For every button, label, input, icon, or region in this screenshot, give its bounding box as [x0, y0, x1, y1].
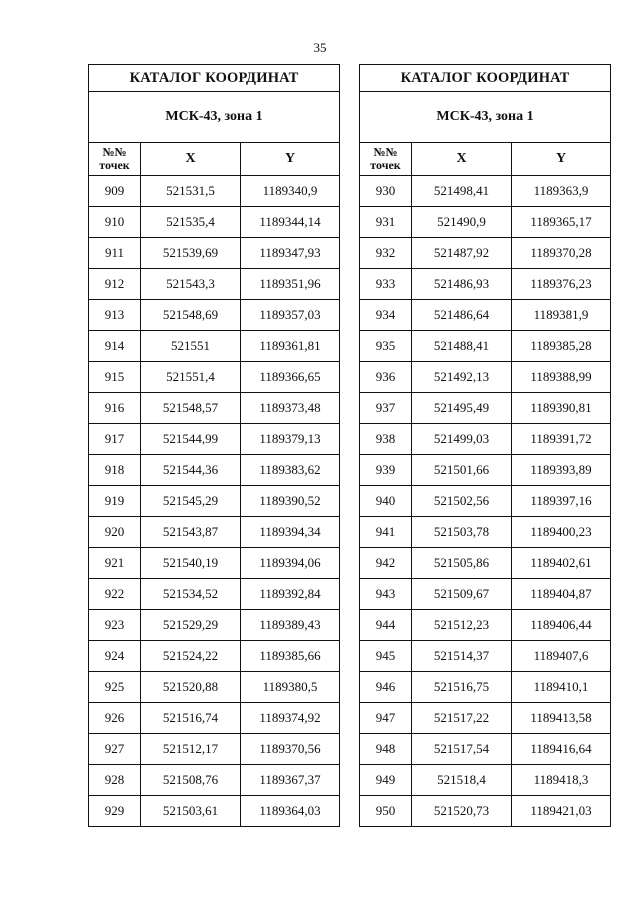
- cell-x: 521512,17: [141, 734, 241, 765]
- table-row: [360, 734, 611, 765]
- cell-x: 521524,22: [141, 641, 241, 672]
- cell-x: 521543,87: [141, 517, 241, 548]
- table-row: [89, 455, 340, 486]
- cell-point-number: 917: [89, 424, 141, 455]
- cell-point-number: 923: [89, 610, 141, 641]
- table-row: [89, 486, 340, 517]
- table-row: [89, 424, 340, 455]
- column-header-y: Y: [512, 143, 611, 176]
- cell-y: 1189406,44: [512, 610, 611, 641]
- cell-y: 1189397,16: [512, 486, 611, 517]
- cell-point-number: 914: [89, 331, 141, 362]
- cell-point-number: 941: [360, 517, 412, 548]
- cell-y: 1189389,43: [241, 610, 340, 641]
- cell-point-number: 919: [89, 486, 141, 517]
- cell-x: 521488,41: [412, 331, 512, 362]
- cell-x: 521501,66: [412, 455, 512, 486]
- column-header-point-number-line1: №№: [373, 145, 398, 159]
- column-header-point-number-line2: точек: [99, 158, 130, 172]
- cell-x: 521514,37: [412, 641, 512, 672]
- cell-x: 521487,92: [412, 238, 512, 269]
- table-row: [360, 641, 611, 672]
- table-title: КАТАЛОГ КООРДИНАТ: [89, 65, 340, 92]
- cell-y: 1189381,9: [512, 300, 611, 331]
- cell-y: 1189357,03: [241, 300, 340, 331]
- column-header-x: X: [141, 143, 241, 176]
- cell-point-number: 934: [360, 300, 412, 331]
- table-subtitle: МСК-43, зона 1: [360, 92, 611, 143]
- cell-point-number: 947: [360, 703, 412, 734]
- table-row: [360, 579, 611, 610]
- cell-x: 521529,29: [141, 610, 241, 641]
- cell-x: 521545,29: [141, 486, 241, 517]
- cell-point-number: 945: [360, 641, 412, 672]
- table-title: КАТАЛОГ КООРДИНАТ: [360, 65, 611, 92]
- cell-y: 1189370,56: [241, 734, 340, 765]
- cell-x: 521534,52: [141, 579, 241, 610]
- cell-x: 521495,49: [412, 393, 512, 424]
- cell-y: 1189392,84: [241, 579, 340, 610]
- cell-x: 521503,78: [412, 517, 512, 548]
- cell-point-number: 937: [360, 393, 412, 424]
- cell-x: 521517,54: [412, 734, 512, 765]
- cell-point-number: 939: [360, 455, 412, 486]
- cell-point-number: 929: [89, 796, 141, 827]
- table-row: [360, 486, 611, 517]
- cell-point-number: 924: [89, 641, 141, 672]
- table-row: [89, 765, 340, 796]
- cell-point-number: 915: [89, 362, 141, 393]
- cell-y: 1189344,14: [241, 207, 340, 238]
- column-header-point-number: [89, 143, 141, 176]
- table-row: [89, 796, 340, 827]
- cell-point-number: 936: [360, 362, 412, 393]
- cell-point-number: 943: [360, 579, 412, 610]
- table-row: [360, 176, 611, 207]
- cell-x: 521535,4: [141, 207, 241, 238]
- table-row: [360, 548, 611, 579]
- table-row: [89, 579, 340, 610]
- coordinate-table-left: [88, 64, 340, 827]
- cell-x: 521544,36: [141, 455, 241, 486]
- table-row: [360, 796, 611, 827]
- cell-point-number: 933: [360, 269, 412, 300]
- cell-x: 521509,67: [412, 579, 512, 610]
- cell-x: 521499,03: [412, 424, 512, 455]
- cell-y: 1189379,13: [241, 424, 340, 455]
- table-row: [89, 672, 340, 703]
- cell-x: 521543,3: [141, 269, 241, 300]
- cell-x: 521548,57: [141, 393, 241, 424]
- table-row: [89, 176, 340, 207]
- table-row: [360, 269, 611, 300]
- cell-point-number: 911: [89, 238, 141, 269]
- table-row: [360, 393, 611, 424]
- cell-y: 1189376,23: [512, 269, 611, 300]
- cell-y: 1189385,28: [512, 331, 611, 362]
- cell-y: 1189365,17: [512, 207, 611, 238]
- table-body: [89, 176, 340, 827]
- cell-x: 521498,41: [412, 176, 512, 207]
- cell-x: 521502,56: [412, 486, 512, 517]
- cell-x: 521517,22: [412, 703, 512, 734]
- cell-y: 1189390,52: [241, 486, 340, 517]
- column-header-point-number: [360, 143, 412, 176]
- table-row: [360, 300, 611, 331]
- cell-x: 521516,74: [141, 703, 241, 734]
- cell-y: 1189351,96: [241, 269, 340, 300]
- table-row: [360, 517, 611, 548]
- cell-x: 521516,75: [412, 672, 512, 703]
- table-row: [89, 269, 340, 300]
- cell-point-number: 944: [360, 610, 412, 641]
- table-row: [89, 517, 340, 548]
- cell-point-number: 942: [360, 548, 412, 579]
- cell-point-number: 940: [360, 486, 412, 517]
- column-header-x: X: [412, 143, 512, 176]
- column-header-point-number-line1: №№: [102, 145, 127, 159]
- table-row: [89, 300, 340, 331]
- cell-y: 1189416,64: [512, 734, 611, 765]
- table-row: [360, 424, 611, 455]
- cell-x: 521531,5: [141, 176, 241, 207]
- cell-y: 1189394,06: [241, 548, 340, 579]
- table-row: [89, 393, 340, 424]
- cell-point-number: 950: [360, 796, 412, 827]
- cell-point-number: 916: [89, 393, 141, 424]
- cell-point-number: 909: [89, 176, 141, 207]
- cell-x: 521503,61: [141, 796, 241, 827]
- table-row: [89, 331, 340, 362]
- cell-y: 1189393,89: [512, 455, 611, 486]
- table-row: [89, 238, 340, 269]
- table-row: [89, 734, 340, 765]
- table-body: [360, 176, 611, 827]
- cell-point-number: 912: [89, 269, 141, 300]
- cell-x: 521486,93: [412, 269, 512, 300]
- cell-y: 1189410,1: [512, 672, 611, 703]
- cell-y: 1189361,81: [241, 331, 340, 362]
- cell-y: 1189374,92: [241, 703, 340, 734]
- cell-y: 1189366,65: [241, 362, 340, 393]
- page-number: 35: [313, 40, 327, 55]
- table-row: [89, 362, 340, 393]
- cell-x: 521518,4: [412, 765, 512, 796]
- table-row: [360, 238, 611, 269]
- cell-y: 1189421,03: [512, 796, 611, 827]
- cell-y: 1189380,5: [241, 672, 340, 703]
- table-row: [360, 610, 611, 641]
- cell-y: 1189394,34: [241, 517, 340, 548]
- cell-point-number: 921: [89, 548, 141, 579]
- cell-x: 521551,4: [141, 362, 241, 393]
- table-row: [360, 703, 611, 734]
- cell-y: 1189391,72: [512, 424, 611, 455]
- cell-y: 1189373,48: [241, 393, 340, 424]
- cell-x: 521539,69: [141, 238, 241, 269]
- cell-y: 1189370,28: [512, 238, 611, 269]
- cell-point-number: 918: [89, 455, 141, 486]
- table-row: [89, 703, 340, 734]
- table-row: [360, 455, 611, 486]
- cell-y: 1189364,03: [241, 796, 340, 827]
- cell-point-number: 931: [360, 207, 412, 238]
- cell-y: 1189340,9: [241, 176, 340, 207]
- cell-x: 521520,88: [141, 672, 241, 703]
- cell-y: 1189388,99: [512, 362, 611, 393]
- cell-point-number: 949: [360, 765, 412, 796]
- cell-y: 1189404,87: [512, 579, 611, 610]
- cell-point-number: 925: [89, 672, 141, 703]
- cell-y: 1189400,23: [512, 517, 611, 548]
- cell-y: 1189363,9: [512, 176, 611, 207]
- cell-y: 1189402,61: [512, 548, 611, 579]
- cell-point-number: 927: [89, 734, 141, 765]
- cell-point-number: 932: [360, 238, 412, 269]
- cell-point-number: 913: [89, 300, 141, 331]
- cell-y: 1189385,66: [241, 641, 340, 672]
- cell-y: 1189390,81: [512, 393, 611, 424]
- cell-y: 1189383,62: [241, 455, 340, 486]
- cell-y: 1189413,58: [512, 703, 611, 734]
- cell-point-number: 926: [89, 703, 141, 734]
- table-subtitle: МСК-43, зона 1: [89, 92, 340, 143]
- column-header-y: Y: [241, 143, 340, 176]
- table-row: [89, 548, 340, 579]
- cell-y: 1189367,37: [241, 765, 340, 796]
- cell-x: 521508,76: [141, 765, 241, 796]
- table-row: [360, 672, 611, 703]
- cell-x: 521548,69: [141, 300, 241, 331]
- cell-point-number: 948: [360, 734, 412, 765]
- cell-x: 521505,86: [412, 548, 512, 579]
- cell-point-number: 938: [360, 424, 412, 455]
- cell-x: 521540,19: [141, 548, 241, 579]
- cell-x: 521492,13: [412, 362, 512, 393]
- cell-point-number: 922: [89, 579, 141, 610]
- cell-point-number: 910: [89, 207, 141, 238]
- table-row: [89, 610, 340, 641]
- cell-point-number: 946: [360, 672, 412, 703]
- table-row: [360, 765, 611, 796]
- cell-x: 521490,9: [412, 207, 512, 238]
- table-row: [360, 331, 611, 362]
- table-row: [89, 207, 340, 238]
- column-header-point-number-line2: точек: [370, 158, 401, 172]
- coordinate-table-right: [359, 64, 611, 827]
- cell-point-number: 920: [89, 517, 141, 548]
- cell-point-number: 930: [360, 176, 412, 207]
- cell-y: 1189347,93: [241, 238, 340, 269]
- table-row: [360, 362, 611, 393]
- cell-x: 521486,64: [412, 300, 512, 331]
- cell-x: 521544,99: [141, 424, 241, 455]
- cell-point-number: 928: [89, 765, 141, 796]
- table-row: [89, 641, 340, 672]
- table-row: [360, 207, 611, 238]
- cell-x: 521512,23: [412, 610, 512, 641]
- cell-x: 521551: [141, 331, 241, 362]
- cell-point-number: 935: [360, 331, 412, 362]
- cell-x: 521520,73: [412, 796, 512, 827]
- cell-y: 1189407,6: [512, 641, 611, 672]
- cell-y: 1189418,3: [512, 765, 611, 796]
